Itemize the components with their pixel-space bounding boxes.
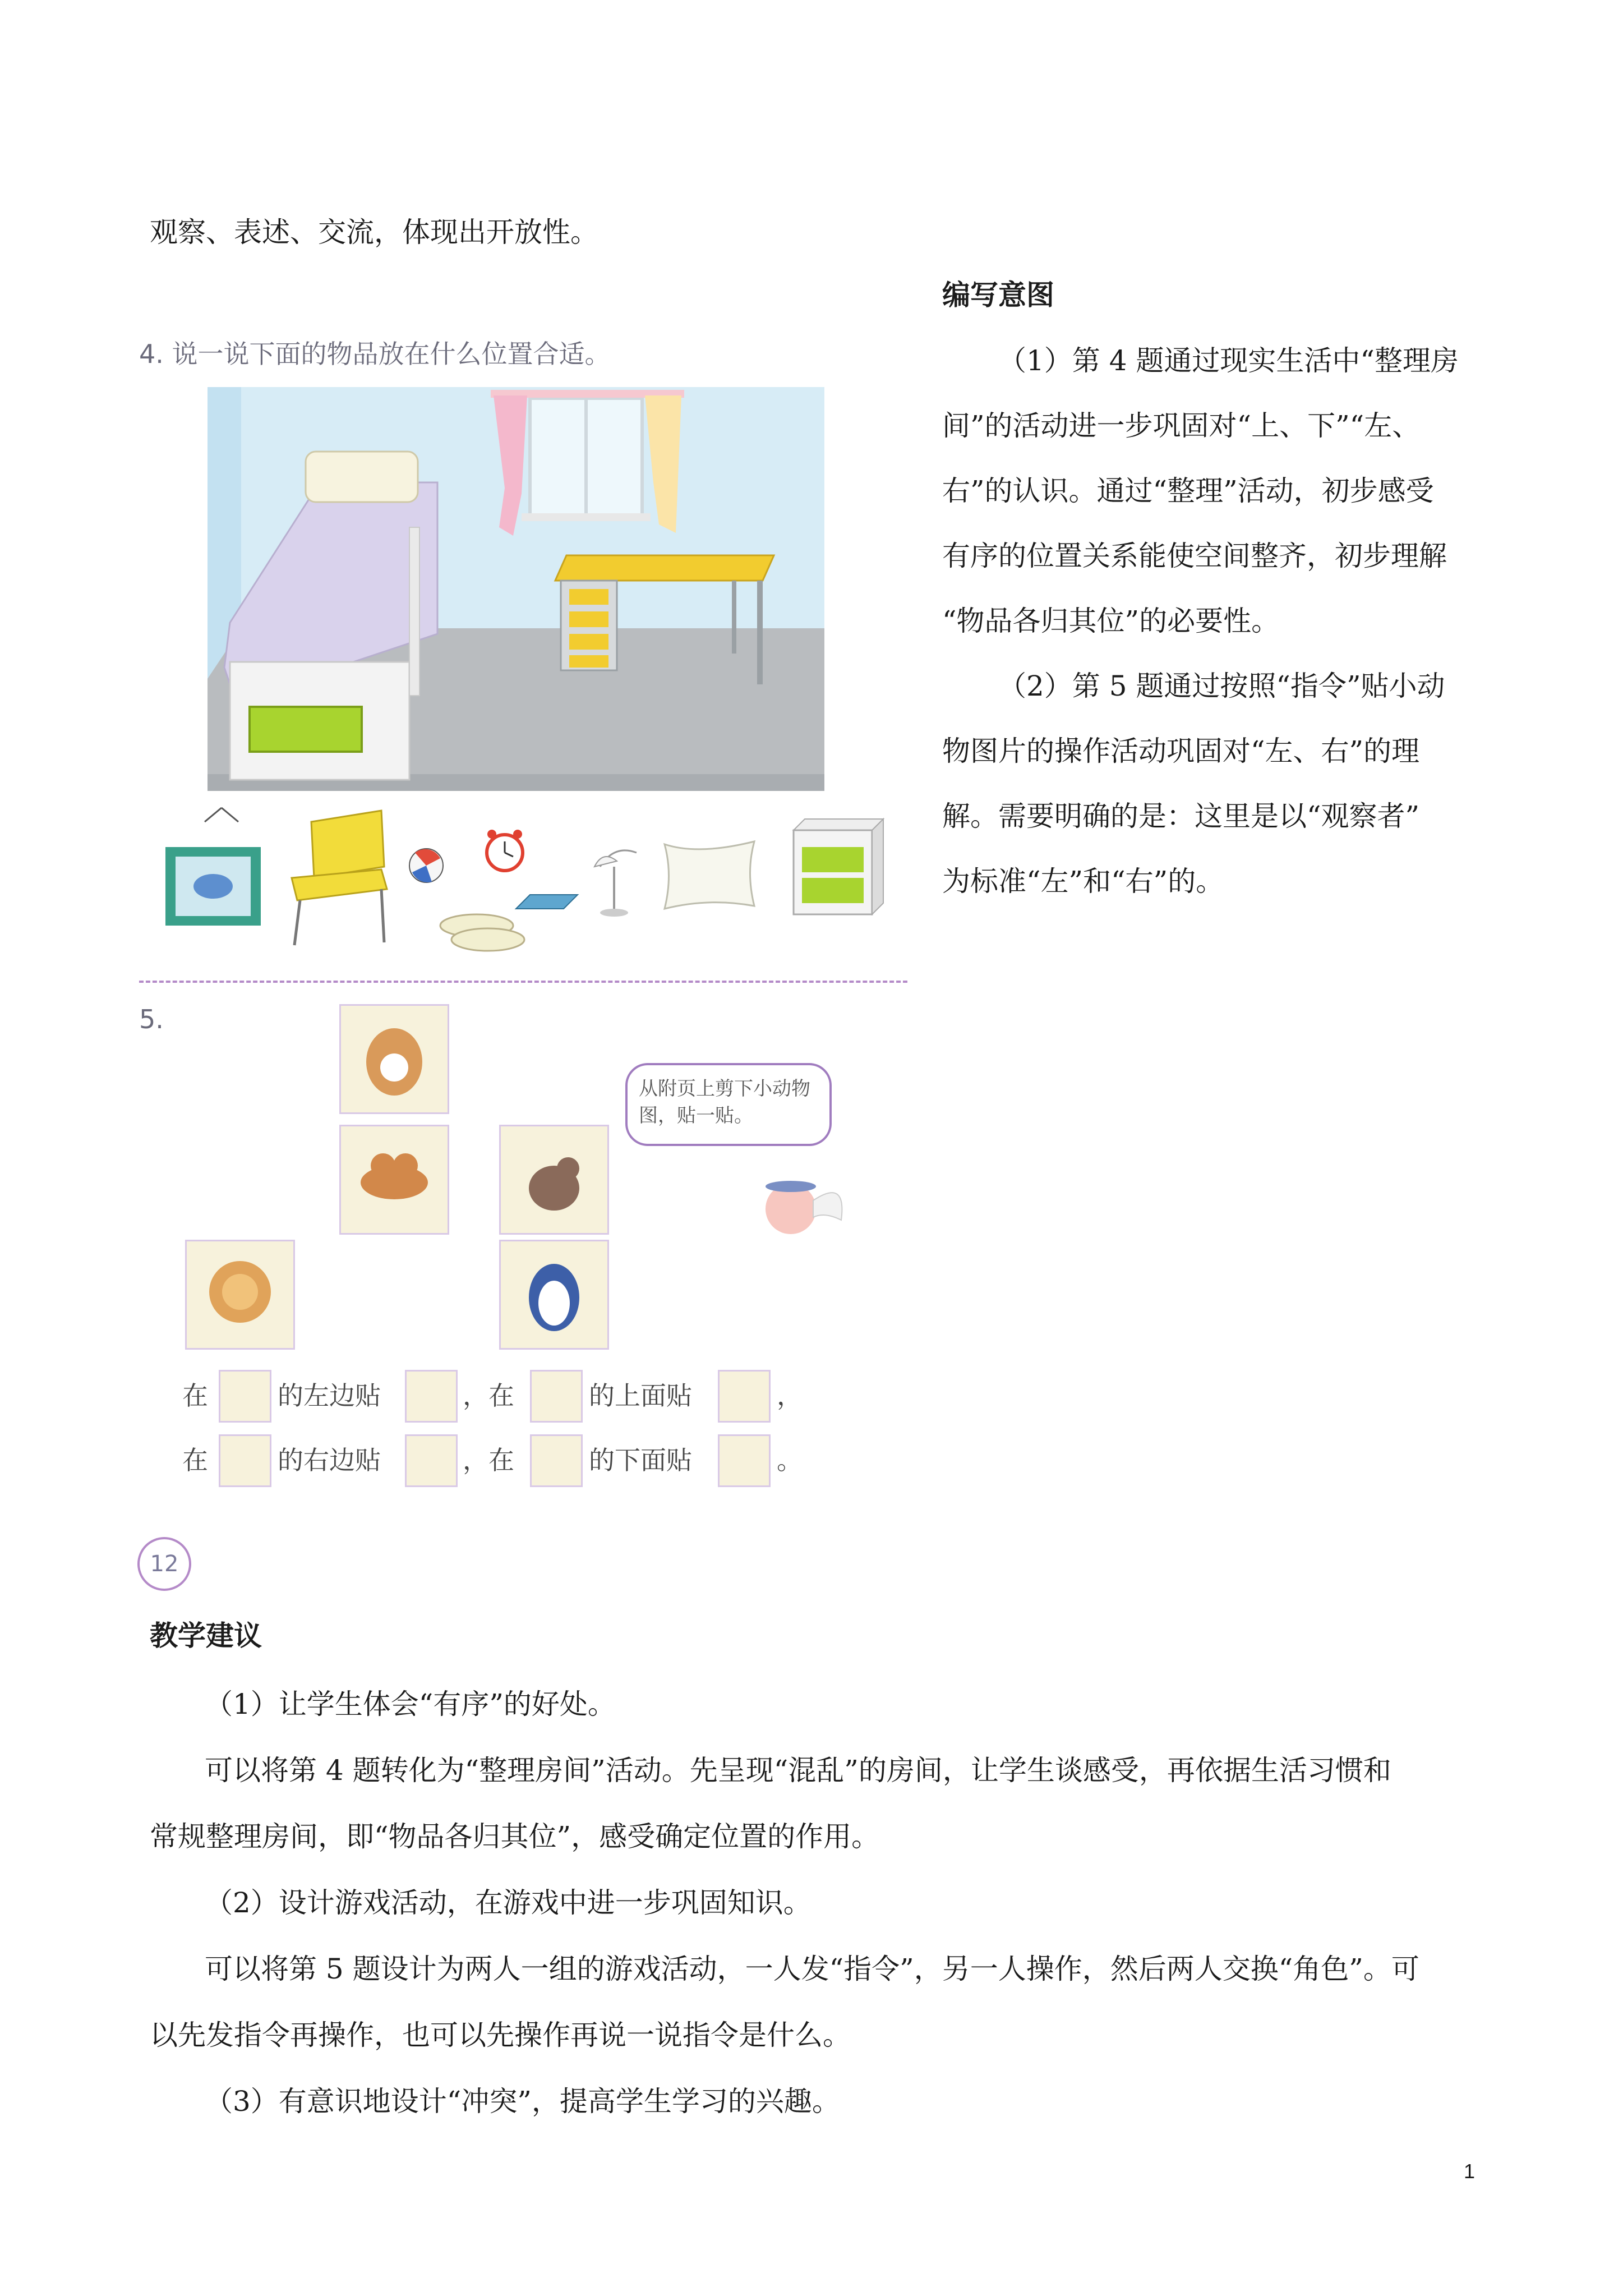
design-intent-line: 右”的认识。通过“整理”活动，初步感受 xyxy=(942,475,1434,507)
owl-thumb xyxy=(219,1434,271,1487)
fill-line-1-text-e: ， xyxy=(777,1381,803,1411)
design-intent-line: 为标准“左”和“右”的。 xyxy=(942,865,1224,898)
page-badge: 12 xyxy=(137,1537,191,1591)
speech-bubble-text: 从附页上剪下小动物图，贴一贴。 xyxy=(639,1078,810,1127)
lamp-icon xyxy=(594,850,637,917)
teaching-line: 可以将第 5 题设计为两人一组的游戏活动，一人发“指令”，另一人操作，然后两人交换“角色”。可 xyxy=(205,1953,1419,1985)
owl-card xyxy=(339,1004,449,1114)
chair-icon xyxy=(292,811,387,945)
items-row xyxy=(160,805,889,956)
design-intent-heading: 编写意图 xyxy=(942,278,1054,311)
book-icon xyxy=(516,895,578,909)
room-illustration xyxy=(208,387,824,791)
camel-thumb xyxy=(530,1434,583,1487)
penguin-thumb xyxy=(530,1370,583,1423)
blank-slot xyxy=(405,1370,458,1423)
teaching-line: （1）让学生体会“有序”的好处。 xyxy=(205,1688,616,1720)
penguin-card xyxy=(499,1240,609,1350)
fill-line-2-text-a: 在 xyxy=(182,1445,208,1475)
speech-bubble xyxy=(625,1063,832,1146)
design-intent-line: “物品各归其位”的必要性。 xyxy=(942,605,1280,637)
design-intent-line: 物图片的操作活动巩固对“左、右”的理 xyxy=(942,735,1420,767)
fill-line-2-text-e: 。 xyxy=(777,1445,803,1475)
fill-line-1-text-a: 在 xyxy=(182,1381,208,1411)
ball-icon xyxy=(409,849,443,882)
teaching-line: 可以将第 4 题转化为“整理房间”活动。先呈现“混乱”的房间，让学生谈感受，再依据生活习惯和 xyxy=(205,1754,1391,1787)
fill-line-2-text-c: ，在 xyxy=(463,1445,514,1475)
blank-slot xyxy=(718,1434,771,1487)
page-number: 1 xyxy=(1464,2160,1476,2183)
cabinet-icon xyxy=(794,819,883,914)
squirrel-card xyxy=(499,1125,609,1235)
pillow-icon xyxy=(665,841,754,909)
camel-thumb xyxy=(219,1370,271,1423)
teaching-heading: 教学建议 xyxy=(150,1619,262,1652)
intro-line: 观察、表述、交流，体现出开放性。 xyxy=(150,216,598,249)
fill-line-2-text-d: 的下面贴 xyxy=(589,1445,692,1475)
fill-line-1 xyxy=(182,1369,208,1423)
alarm-clock-icon xyxy=(487,830,523,871)
teaching-line: 以先发指令再操作，也可以先操作再说一说指令是什么。 xyxy=(150,2019,851,2051)
design-intent-line: （2）第 5 题通过按照“指令”贴小动 xyxy=(998,670,1445,702)
question-4-prompt: 4. 说一说下面的物品放在什么位置合适。 xyxy=(139,339,611,369)
angel-character xyxy=(740,1167,852,1262)
fill-line-2-text-b: 的右边贴 xyxy=(278,1445,381,1475)
design-intent-line: （1）第 4 题通过现实生活中“整理房 xyxy=(998,344,1459,377)
camel-card xyxy=(339,1125,449,1235)
blank-slot xyxy=(405,1434,458,1487)
design-intent-line: 有序的位置关系能使空间整齐，初步理解 xyxy=(942,540,1447,572)
fill-line-1-text-c: ，在 xyxy=(463,1381,514,1411)
lion-card xyxy=(185,1240,295,1350)
blank-slot xyxy=(718,1370,771,1423)
design-intent-line: 间”的活动进一步巩固对“上、下”“左、 xyxy=(942,409,1421,442)
slippers-icon xyxy=(440,914,524,951)
section-divider xyxy=(139,981,907,983)
picture-frame-icon xyxy=(165,808,261,926)
design-intent-line: 解。需要明确的是：这里是以“观察者” xyxy=(942,800,1420,832)
fill-line-1-text-d: 的上面贴 xyxy=(589,1381,692,1411)
question-5-number: 5. xyxy=(139,1004,164,1034)
teaching-line: （2）设计游戏活动，在游戏中进一步巩固知识。 xyxy=(205,1887,811,1919)
fill-line-1-text-b: 的左边贴 xyxy=(278,1381,381,1411)
teaching-line: （3）有意识地设计“冲突”，提高学生学习的兴趣。 xyxy=(205,2085,840,2118)
teaching-line: 常规整理房间，即“物品各归其位”，感受确定位置的作用。 xyxy=(150,1820,880,1853)
